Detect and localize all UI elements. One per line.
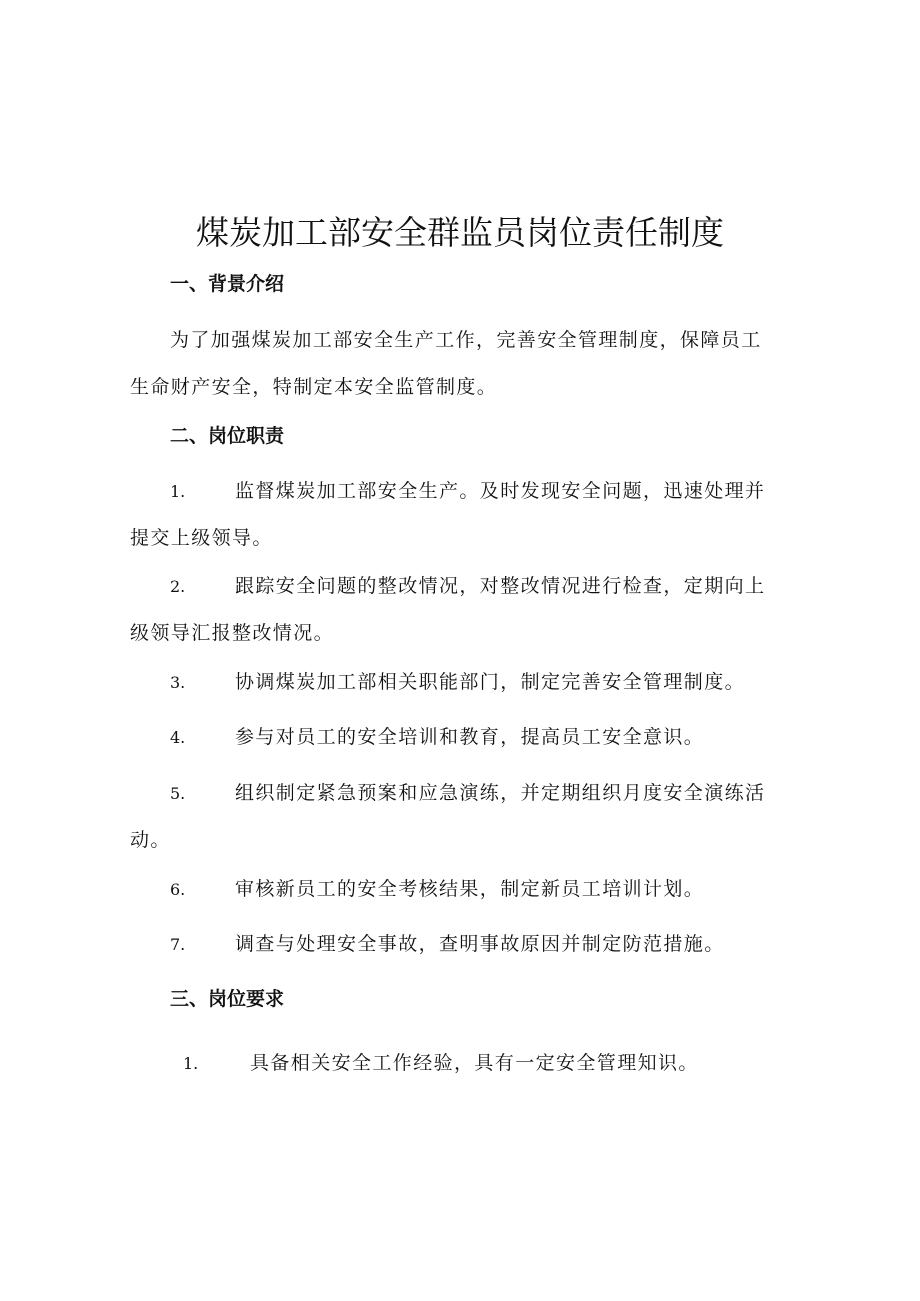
section-heading-requirements: 三、岗位要求 <box>170 988 285 1010</box>
duty-item-text: 监督煤炭加工部安全生产。及时发现安全问题，迅速处理并提交上级领导。 <box>130 480 766 549</box>
duty-item-text: 审核新员工的安全考核结果，制定新员工培训计划。 <box>235 878 705 900</box>
duty-item-number: 3. <box>170 673 186 692</box>
duty-item <box>130 921 770 968</box>
duty-item <box>130 714 770 761</box>
duty-item <box>130 468 770 562</box>
section-heading-duties: 二、岗位职责 <box>170 425 285 447</box>
duty-item-number: 5. <box>170 784 186 803</box>
duty-item-number: 1. <box>170 482 186 501</box>
duty-item <box>130 866 770 913</box>
requirement-item-number: 1. <box>183 1054 199 1073</box>
duty-item-text: 跟踪安全问题的整改情况，对整改情况进行检查，定期向上级领导汇报整改情况。 <box>130 575 766 644</box>
duty-item-number: 4. <box>170 728 186 747</box>
requirement-item-text: 具备相关安全工作经验，具有一定安全管理知识。 <box>250 1052 699 1074</box>
duty-item <box>130 659 770 706</box>
duty-item-text: 协调煤炭加工部相关职能部门，制定完善安全管理制度。 <box>235 671 746 693</box>
duty-item-number: 2. <box>170 577 186 596</box>
requirement-item <box>130 1040 770 1087</box>
duty-item-number: 7. <box>170 935 186 954</box>
duty-item <box>130 563 770 657</box>
background-paragraph: 为了加强煤炭加工部安全生产工作，完善安全管理制度，保障员工生命财产安全，特制定本安全监管制度。 <box>130 329 762 398</box>
section-heading-background: 一、背景介绍 <box>170 273 285 295</box>
duty-item-text: 参与对员工的安全培训和教育，提高员工安全意识。 <box>235 726 705 748</box>
duty-item <box>130 770 770 864</box>
duty-item-text: 组织制定紧急预案和应急演练，并定期组织月度安全演练活动。 <box>130 782 766 851</box>
duty-item-number: 6. <box>170 880 186 899</box>
duty-item-text: 调查与处理安全事故，查明事故原因并制定防范措施。 <box>235 933 725 955</box>
document-title: 煤炭加工部安全群监员岗位责任制度 <box>196 213 724 252</box>
